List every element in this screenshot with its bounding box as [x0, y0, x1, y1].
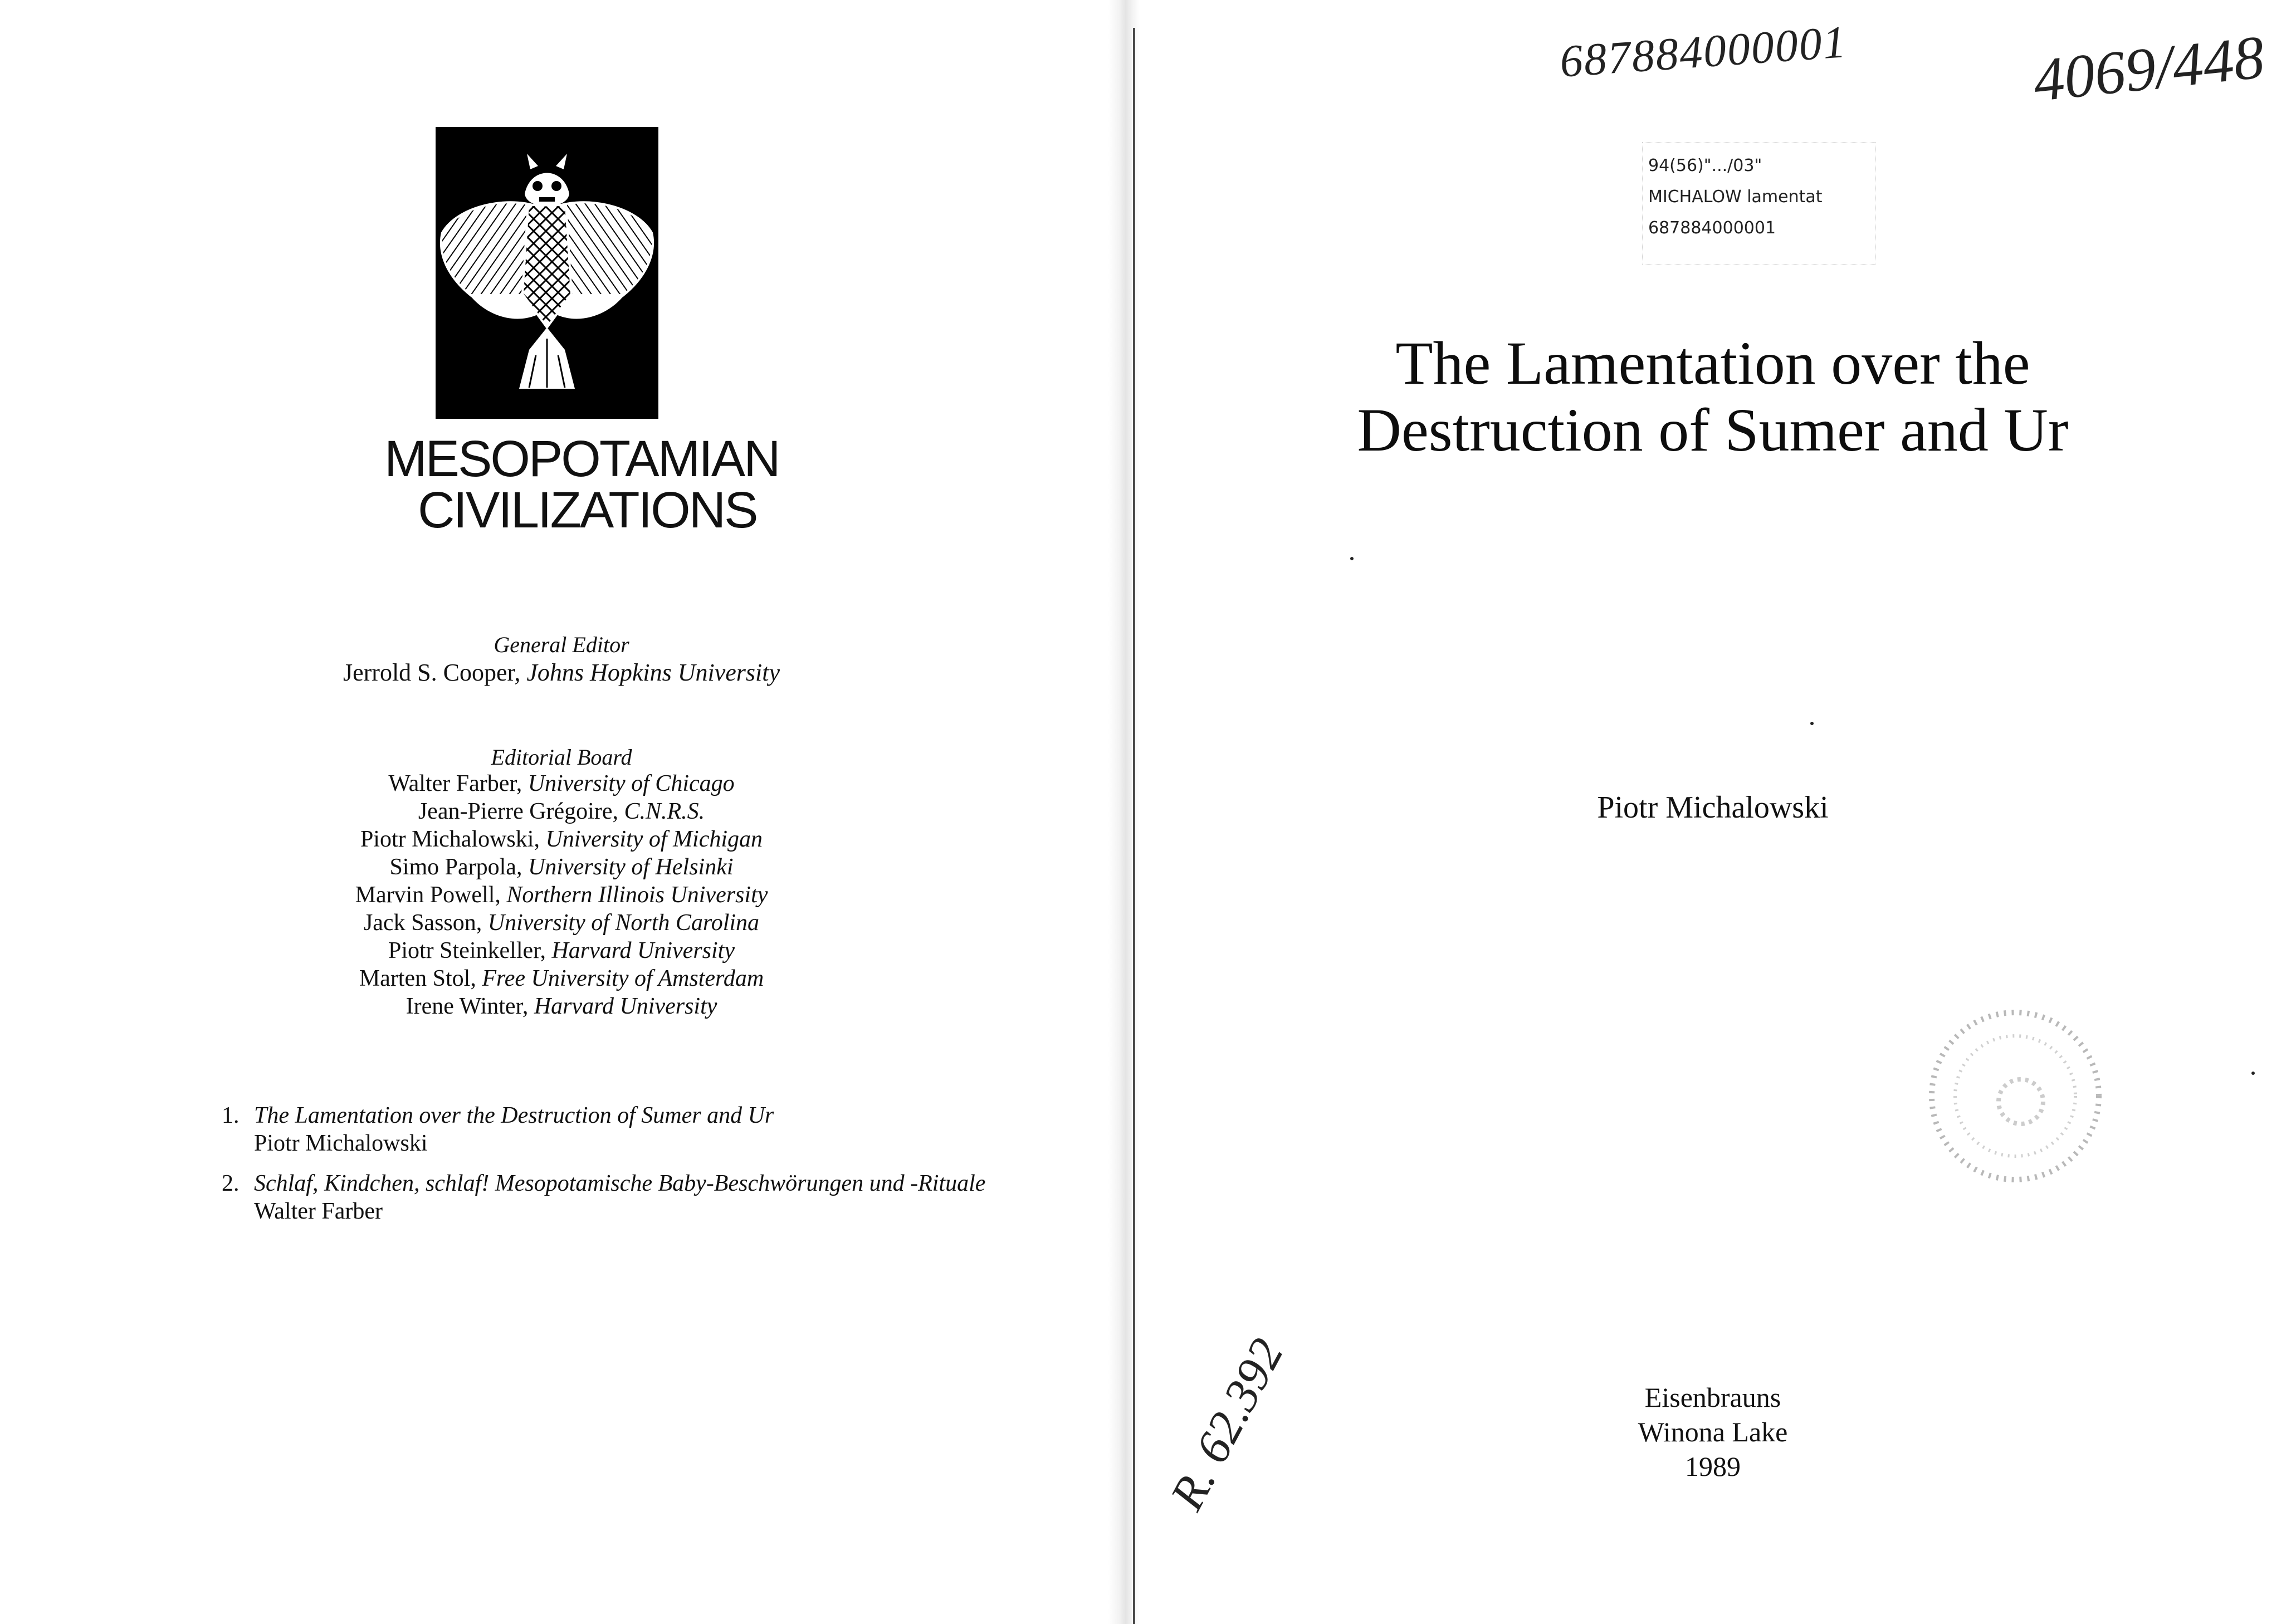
member-affiliation: Northern Illinois University — [506, 882, 768, 908]
volume-item — [222, 1102, 1002, 1157]
board-member: Marten Stol, Free University of Amsterdam — [359, 966, 764, 991]
member-affiliation: University of Helsinki — [527, 854, 734, 880]
left-page-series-info — [0, 0, 1114, 1624]
library-label — [1642, 142, 1876, 265]
volume-body — [254, 1102, 1002, 1157]
member-affiliation: University of Michigan — [545, 826, 763, 852]
editorial-board-label: Editorial Board — [491, 745, 632, 770]
series-title-line2: CIVILIZATIONS — [418, 482, 757, 539]
volume-number: 2. — [222, 1171, 240, 1196]
member-affiliation: University of Chicago — [527, 771, 735, 796]
publisher-name: Eisenbrauns — [1644, 1382, 1781, 1413]
general-editor-affiliation: Johns Hopkins University — [526, 659, 780, 686]
member-affiliation: Harvard University — [551, 938, 735, 963]
board-member: Marvin Powell, Northern Illinois University — [355, 882, 768, 908]
scan-speck — [1350, 557, 1354, 560]
publication-year: 1989 — [1685, 1451, 1741, 1482]
board-member: Irene Winter, Harvard University — [406, 994, 717, 1019]
series-title — [384, 431, 779, 539]
volume-title: The Lamentation over the Destruction of Sumer and Ur — [254, 1103, 774, 1128]
general-editor: Jerrold S. Cooper, Johns Hopkins University — [343, 659, 780, 686]
member-name: Marvin Powell — [355, 882, 495, 908]
publisher-place: Winona Lake — [1638, 1416, 1788, 1447]
scan-speck — [1810, 722, 1814, 725]
general-editor-label: General Editor — [494, 632, 629, 657]
series-volume-list — [222, 1102, 1002, 1237]
handwritten-shelfmark: R. 62.392 — [1159, 1329, 1294, 1519]
member-affiliation: C.N.R.S. — [624, 799, 705, 824]
member-name: Irene Winter — [406, 994, 522, 1019]
member-name: Jean-Pierre Grégoire — [418, 799, 613, 824]
book-title-line2: Destruction of Sumer and Ur — [1357, 396, 2069, 464]
volume-number: 1. — [222, 1103, 240, 1128]
volume-author: Walter Farber — [254, 1199, 383, 1224]
editorial-board-list — [0, 770, 1123, 1020]
book-title-line1: The Lamentation over the — [1395, 329, 2030, 397]
library-label-line2: MICHALOW lamentat — [1648, 187, 1823, 207]
member-name: Piotr Steinkeller — [388, 938, 540, 963]
member-name: Marten Stol — [359, 966, 471, 991]
volume-title: Schlaf, Kindchen, schlaf! Mesopotamische Baby-Beschwörungen und -Rituale — [254, 1171, 986, 1196]
board-member: Jack Sasson, University of North Carolina — [363, 910, 760, 936]
board-member: Piotr Steinkeller, Harvard University — [388, 938, 735, 963]
member-name: Walter Farber — [388, 771, 516, 796]
volume-item — [222, 1170, 1002, 1225]
member-affiliation: Harvard University — [534, 994, 717, 1019]
board-member: Piotr Michalowski, University of Michigan — [360, 826, 763, 852]
member-name: Piotr Michalowski — [360, 826, 534, 852]
library-label-line1: 94(56)".../03" — [1648, 156, 1762, 175]
member-name: Jack Sasson — [363, 910, 476, 936]
handwritten-number-top: 687884000001 — [1558, 16, 1849, 87]
winged-figure-svg — [436, 127, 658, 419]
publisher-block — [1170, 1380, 2256, 1484]
board-member: Walter Farber, University of Chicago — [388, 771, 735, 796]
volume-body — [254, 1170, 1002, 1225]
handwritten-number-corner: 4069/448 — [2030, 22, 2268, 115]
board-member: Jean-Pierre Grégoire, C.N.R.S. — [418, 799, 705, 824]
general-editor-name: Jerrold S. Cooper — [343, 659, 515, 686]
stamp-svg — [1915, 1001, 2116, 1191]
member-affiliation: University of North Carolina — [487, 910, 760, 936]
board-member: Simo Parpola, University of Helsinki — [389, 854, 734, 880]
member-affiliation: Free University of Amsterdam — [482, 966, 764, 991]
book-author: Piotr Michalowski — [1597, 790, 1829, 825]
library-stamp-icon — [1915, 1001, 2116, 1191]
book-title — [1170, 330, 2256, 463]
scan-speck — [2251, 1072, 2255, 1075]
series-title-line1: MESOPOTAMIAN — [384, 431, 779, 487]
winged-figure-emblem-icon — [436, 127, 658, 419]
volume-author: Piotr Michalowski — [254, 1131, 428, 1156]
member-name: Simo Parpola — [389, 854, 516, 880]
library-label-line3: 687884000001 — [1648, 218, 1776, 238]
